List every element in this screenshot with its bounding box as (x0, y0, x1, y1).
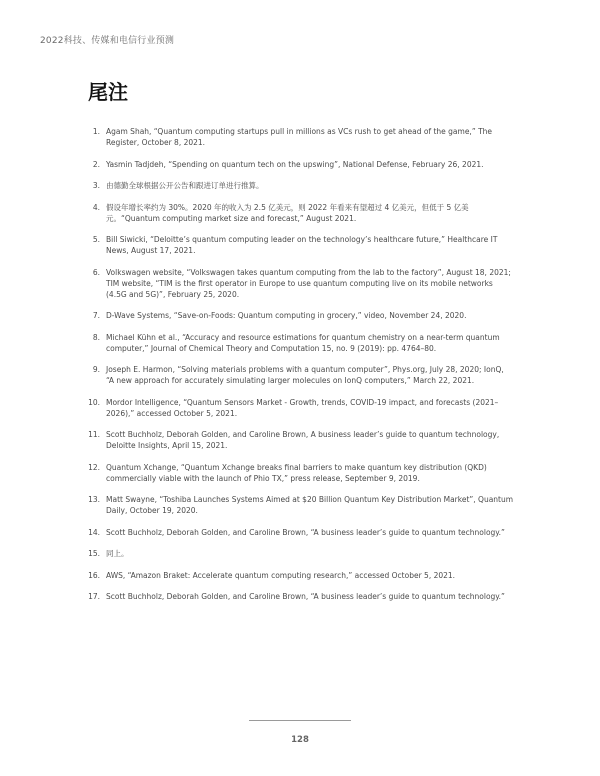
endnote-number: 9. (92, 365, 100, 374)
endnote-text: Michael Kühn et al., “Accuracy and resource estimations for quantum chemistry on a near-term quantum computer,” Journal of Chemical Theory and Computation 15, no. 9 (2019): pp. 4764–80. (106, 332, 500, 353)
endnote-number: 8. (92, 332, 100, 342)
endnote-item (84, 180, 514, 191)
endnote-number: 15. (88, 549, 100, 558)
endnote-text: AWS, “Amazon Braket: Accelerate quantum computing research,” accessed October 5, 2021. (106, 570, 456, 580)
page-title: 尾注 (88, 80, 128, 104)
endnote-text: 由德勤全球根据公开公告和跟进订单进行推算。 (106, 181, 264, 190)
endnote-item (84, 397, 514, 419)
endnote-number: 7. (92, 311, 100, 320)
endnote-item (84, 310, 514, 321)
endnote-text: Yasmin Tadjdeh, “Spending on quantum tech on the upswing”, National Defense, February 26, 2021. (106, 159, 484, 169)
endnote-item (84, 364, 514, 386)
endnote-text: Volkswagen website, “Volkswagen takes quantum computing from the lab to the factory”, August 18, 2021; TIM website, “TIM is the first operator in Europe to use quantum computing live on its mobile networks (4.5G and 5G)”, February 25, 2020. (106, 267, 511, 299)
endnote-number: 11. (88, 430, 100, 439)
endnote-number: 3. (92, 181, 100, 190)
endnote-number: 2. (92, 159, 100, 169)
endnote-number: 1. (92, 127, 100, 136)
endnote-text: Scott Buchholz, Deborah Golden, and Caroline Brown, “A business leader’s guide to quantum technology.” (106, 527, 505, 537)
endnote-item (84, 527, 514, 538)
endnote-text: Scott Buchholz, Deborah Golden, and Caroline Brown, A business leader’s guide to quantum technology, Deloitte Insights, April 15, 2021. (106, 430, 500, 450)
endnote-number: 12. (88, 462, 100, 472)
endnote-number: 16. (88, 570, 100, 580)
endnote-item (84, 570, 514, 581)
endnote-text: Joseph E. Harmon, “Solving materials problems with a quantum computer”, Phys.org, July 28, 2020; IonQ, “A new approach for accurately simulating larger molecules on IonQ computers,” March 22, 2021. (106, 365, 504, 385)
endnote-text: D-Wave Systems, “Save-on-Foods: Quantum computing in grocery,” video, November 24, 2020. (106, 311, 467, 320)
endnote-text: 同上。 (106, 549, 129, 558)
endnote-item (84, 494, 514, 516)
endnote-number: 6. (92, 267, 100, 277)
endnote-item (84, 126, 514, 148)
endnotes-list (84, 126, 514, 613)
endnote-number: 17. (88, 592, 100, 601)
endnote-item (84, 202, 514, 224)
page-number: 128 (291, 735, 309, 745)
endnote-item (84, 548, 514, 559)
endnote-item (84, 591, 514, 602)
endnote-number: 5. (92, 235, 100, 244)
endnote-text: Quantum Xchange, “Quantum Xchange breaks final barriers to make quantum key distribution (QKD) commercially viable with the launch of Phio TX,” press release, September 9, 2019. (106, 462, 487, 483)
endnote-number: 14. (88, 527, 100, 537)
endnote-text: Matt Swayne, “Toshiba Launches Systems Aimed at $20 Billion Quantum Key Distribution Market”, Quantum Daily, October 19, 2020. (106, 495, 514, 515)
endnote-text: 假设年增长率约为 30%。2020 年的收入为 2.5 亿美元，则 2022 年看来有望超过 4 亿美元，但低于 5 亿美元。“Quantum computing market size and forecast,” August 2021. (106, 202, 469, 223)
endnote-number: 13. (88, 495, 100, 504)
endnote-item (84, 332, 514, 354)
endnote-number: 4. (92, 202, 100, 212)
endnote-text: Scott Buchholz, Deborah Golden, and Caroline Brown, “A business leader’s guide to quantum technology.” (106, 592, 505, 601)
endnote-item (84, 234, 514, 256)
endnote-item (84, 429, 514, 451)
endnote-item (84, 462, 514, 484)
running-header: 2022科技、传媒和电信行业预测 (40, 36, 175, 46)
endnote-number: 10. (88, 397, 100, 407)
endnote-item (84, 159, 514, 170)
footer-divider (249, 720, 351, 721)
endnote-text: Agam Shah, “Quantum computing startups pull in millions as VCs rush to get ahead of the game,” The Register, October 8, 2021. (106, 127, 493, 147)
endnote-text: Mordor Intelligence, “Quantum Sensors Market - Growth, trends, COVID-19 impact, and forecasts (2021–2026),” accessed October 5, 2021. (106, 397, 499, 418)
endnote-item (84, 267, 514, 300)
endnote-text: Bill Siwicki, “Deloitte’s quantum computing leader on the technology’s healthcare future,” Healthcare IT News, August 17, 2021. (106, 235, 498, 255)
